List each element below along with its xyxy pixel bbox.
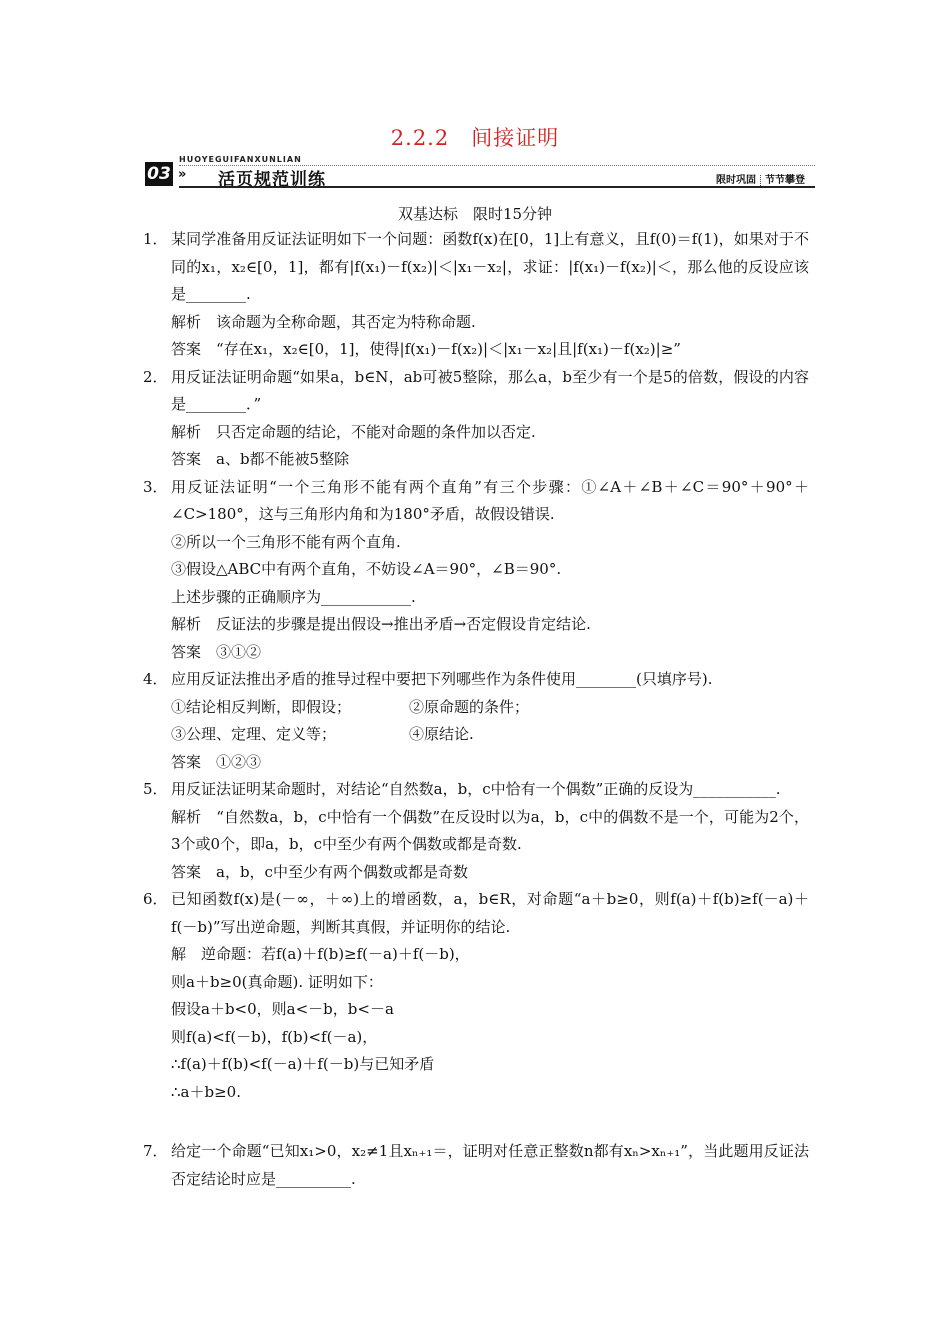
option-1: ①结论相反判断，即假设； (171, 697, 352, 716)
banner-underline (179, 186, 815, 188)
answer: 答案 a，b，c中至少有两个偶数或都是奇数 (171, 862, 468, 881)
answer: 答案 ③①② (171, 642, 262, 661)
option-4: ④原结论. (409, 725, 474, 743)
analysis: 解析 只否定命题的结论，不能对命题的条件加以否定. (171, 422, 536, 441)
double-arrow-icon: » (178, 167, 187, 182)
question-4 (143, 666, 809, 694)
option-2: ②原命题的条件； (409, 697, 530, 716)
options-row-1 (143, 694, 809, 722)
analysis: 解析 “自然数a，b，c中恰有一个偶数”在反设时以为a，b，c中的偶数不是一个，可能为2个，3个或0个，即a，b，c中至少有两个偶数或都是奇数. (171, 807, 809, 853)
solution-line-3: 假设a＋b<0，则a<－b，b<－a (171, 1000, 394, 1018)
solution-line-2: 则a＋b≥0(真命题). 证明如下： (171, 972, 383, 991)
banner-right-2: 节节攀登 (765, 175, 805, 186)
question-5 (143, 776, 809, 804)
question-7 (143, 1138, 809, 1193)
question-number: 7． (143, 1142, 168, 1160)
question-text: 已知函数f(x)是(－∞，＋∞)上的增函数，a，b∈R，对命题“a＋b≥0，则f(a)＋f(b)≥f(－a)＋f(－b)”写出逆命题，判断其真假，并证明你的结论. (171, 890, 809, 936)
answer: 答案 a、b都不能被5整除 (171, 450, 350, 468)
order-prompt: 上述步骤的正确顺序为____________. (171, 587, 416, 606)
exercise-content (143, 226, 809, 1193)
question-text: 用反证法证明命题“如果a，b∈N，ab可被5整除，那么a，b至少有一个是5的倍数，假设的内容是________．” (171, 367, 809, 413)
step-2: ②所以一个三角形不能有两个直角. (171, 532, 401, 551)
answer: 答案 ①②③ (171, 752, 262, 771)
question-number: 1． (143, 230, 168, 248)
spacer (143, 1106, 809, 1138)
answer: 答案 “存在x₁，x₂∈[0，1]，使得|f(x₁)－f(x₂)|＜|x₁－x₂|且|f(x₁)－f(x₂)|≥” (171, 340, 681, 358)
solution-line-4: 则f(a)<f(－b)，f(b)<f(－a)， (171, 1027, 378, 1046)
banner-title: 活页规范训练 (218, 170, 326, 190)
analysis: 解析 该命题为全称命题，其否定为特称命题. (171, 312, 476, 331)
solution-line-1: 解 逆命题：若f(a)＋f(b)≥f(－a)＋f(－b)， (171, 945, 470, 963)
question-1 (143, 226, 809, 309)
options-row-2 (143, 721, 809, 749)
option-3: ③公理、定理、定义等； (171, 725, 337, 743)
section-banner (145, 155, 815, 190)
question-number: 2． (143, 367, 168, 386)
page-title: 2.2.2 间接证明 (390, 126, 560, 150)
solution-line-6: ∴a＋b≥0. (171, 1082, 241, 1101)
question-text: 给定一个命题“已知x₁>0，x₂≠1且xₙ₊₁＝，证明对任意正整数n都有xₙ>xₙ₊₁”，当此题用反证法否定结论时应是__________. (171, 1142, 809, 1188)
analysis: 解析 反证法的步骤是提出假设→推出矛盾→否定假设肯定结论. (171, 615, 591, 633)
question-number: 6． (143, 890, 168, 908)
question-number: 4． (143, 670, 168, 688)
banner-right-1: 限时巩固 (716, 175, 756, 186)
step-3: ③假设△ABC中有两个直角，不妨设∠A＝90°，∠B＝90°. (171, 560, 562, 578)
solution-line-5: ∴f(a)＋f(b)<f(－a)＋f(－b)与已知矛盾 (171, 1055, 435, 1073)
question-number: 3． (143, 477, 168, 496)
question-6 (143, 886, 809, 941)
question-text: 用反证法证明“一个三角形不能有两个直角”有三个步骤：①∠A＋∠B＋∠C＝90°＋90°＋∠C>180°，这与三角形内角和为180°矛盾，故假设错误. (171, 477, 809, 523)
question-3 (143, 474, 809, 529)
section-number: 03 (145, 162, 173, 186)
subheading: 双基达标 限时15分钟 (397, 205, 553, 223)
question-2 (143, 364, 809, 419)
question-number: 5． (143, 780, 168, 798)
question-text: 应用反证法推出矛盾的推导过程中要把下列哪些作为条件使用________(只填序号). (171, 670, 713, 688)
question-text: 用反证法证明某命题时，对结论“自然数a，b，c中恰有一个偶数”正确的反设为___________. (171, 780, 781, 798)
banner-right (716, 171, 805, 186)
banner-separator (760, 175, 761, 186)
question-text: 某同学准备用反证法证明如下一个问题：函数f(x)在[0，1]上有意义，且f(0)＝f(1)，如果对于不同的x₁，x₂∈[0，1]，都有|f(x₁)－f(x₂)|＜|x₁－x₂|，求证：|f(x₁)－f(x₂)|＜，那么他的反设应该是________. (171, 230, 809, 303)
banner-pinyin: HUOYEGUIFANXUNLIAN (179, 155, 302, 164)
